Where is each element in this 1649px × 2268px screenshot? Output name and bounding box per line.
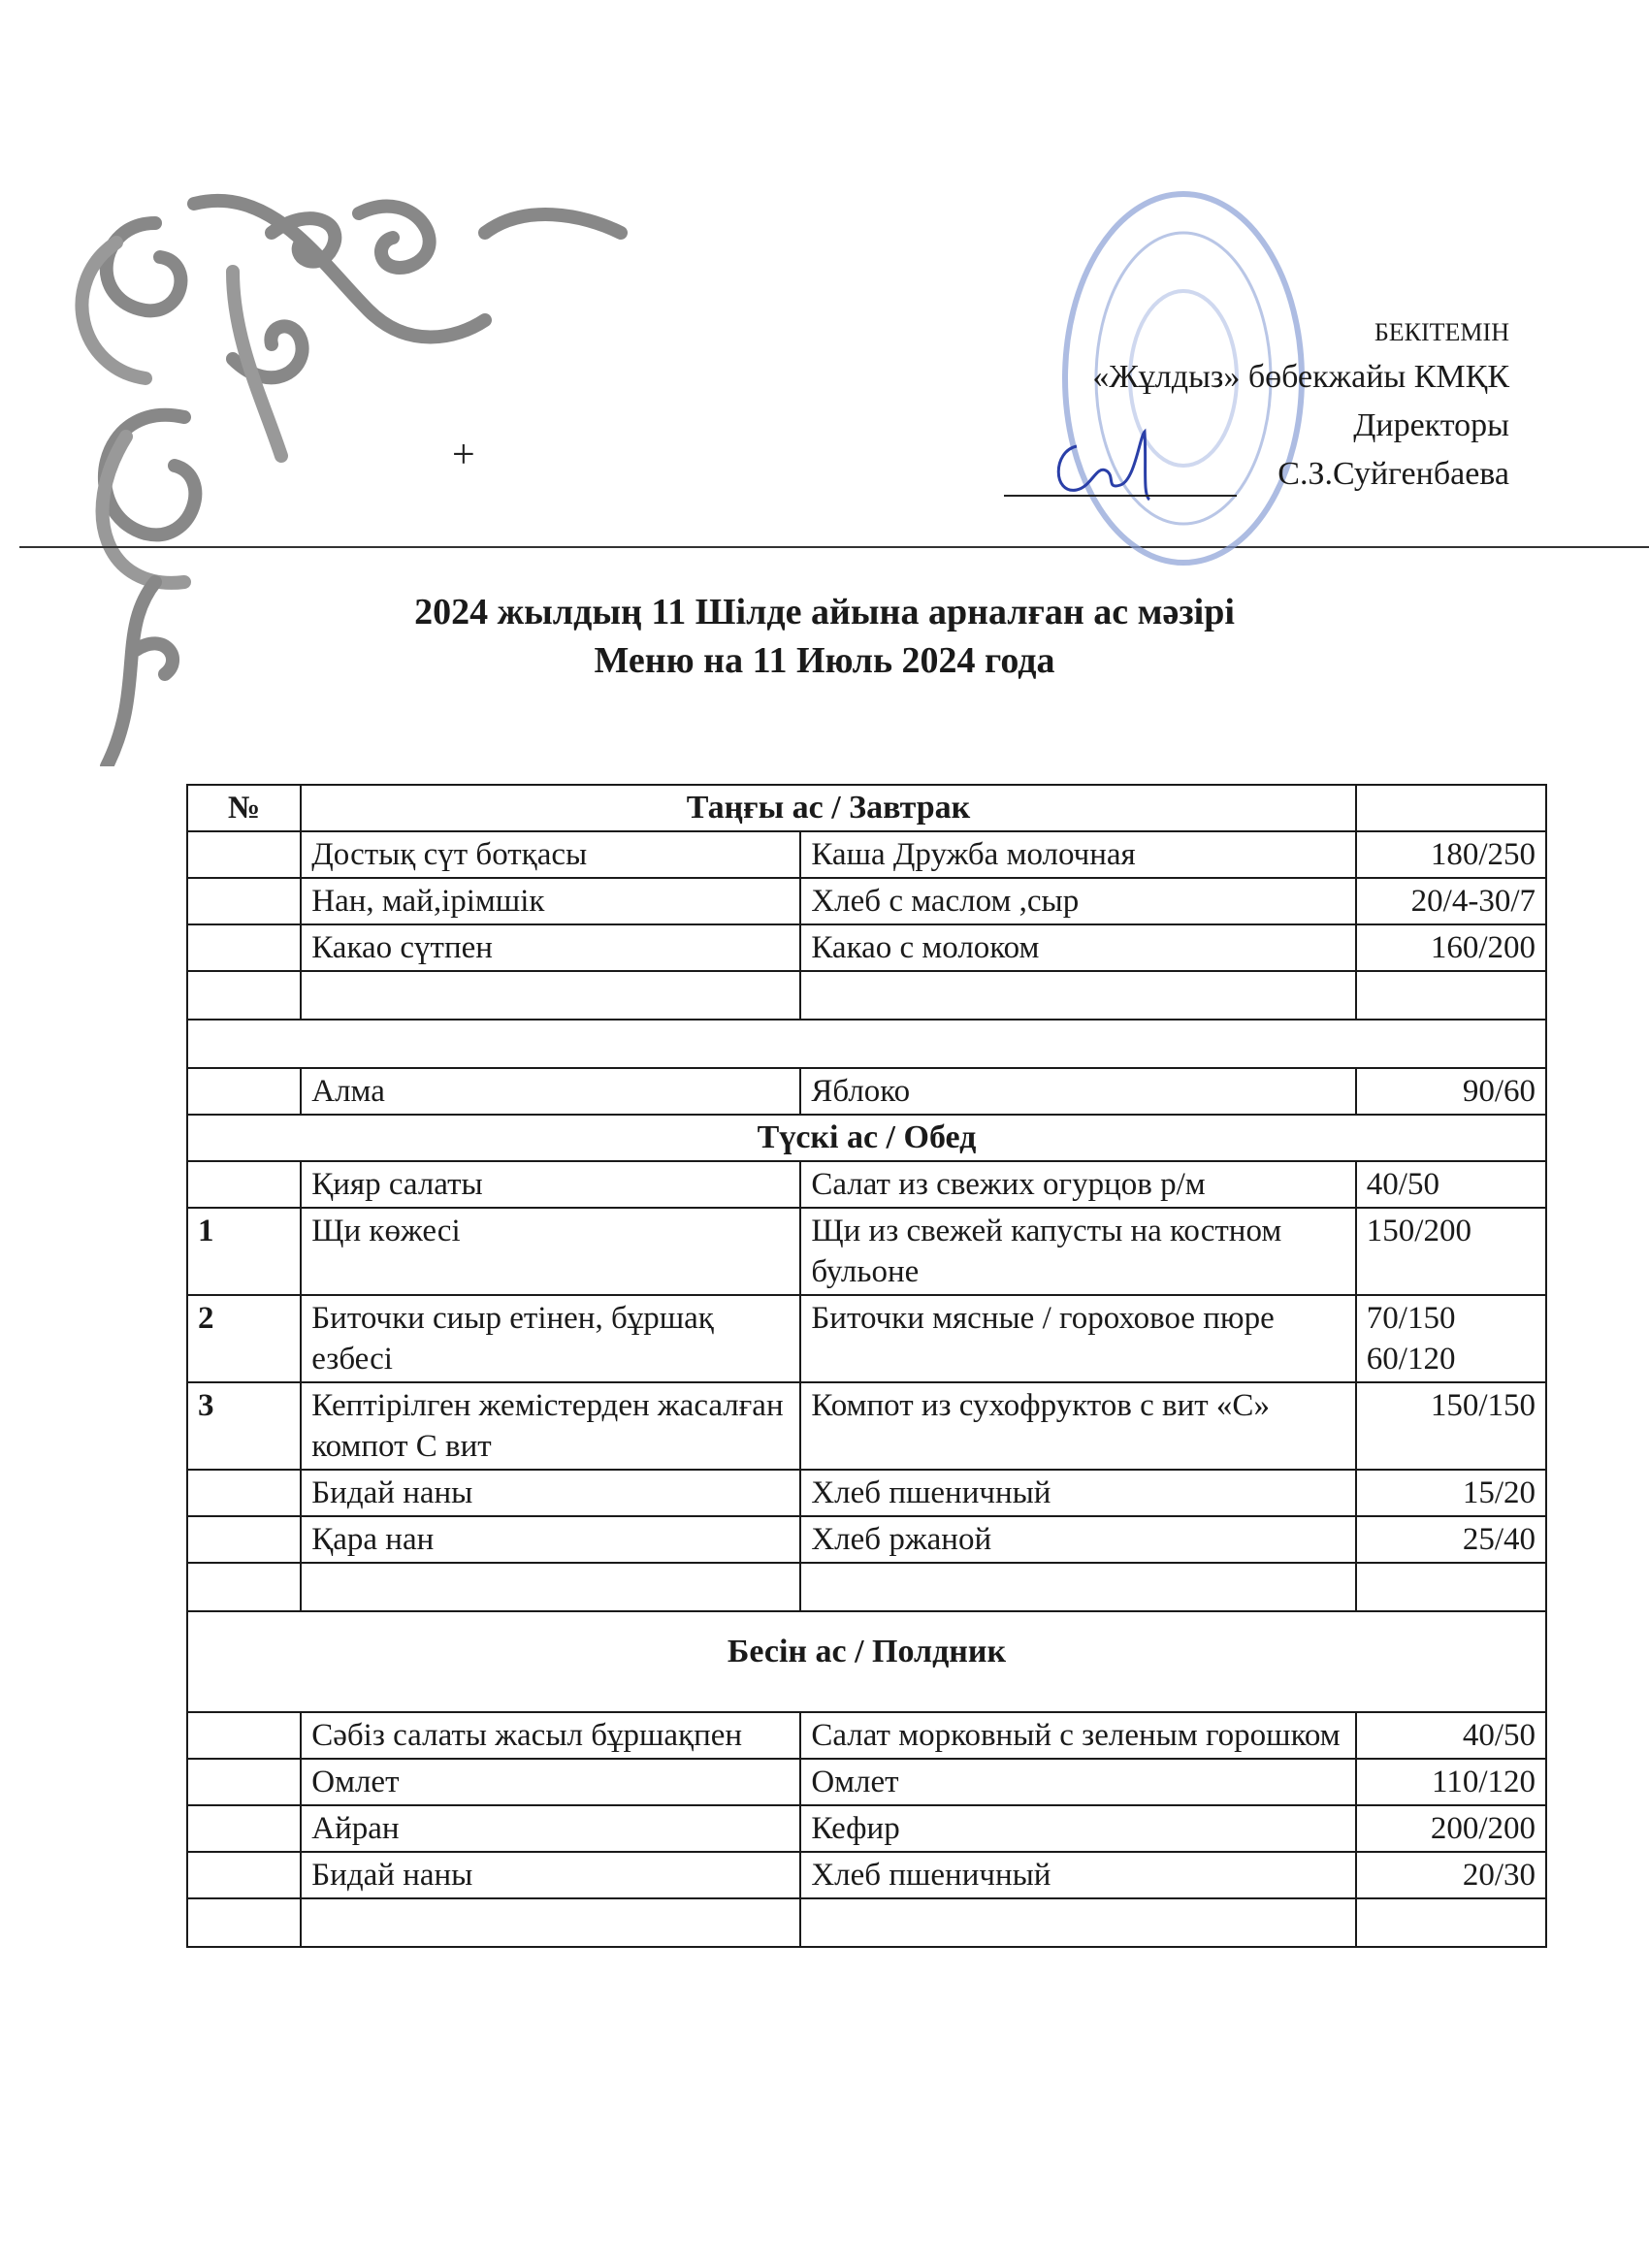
dish-name-ru: Каша Дружба молочная [800, 831, 1355, 878]
portion-size: 110/120 [1356, 1759, 1546, 1805]
section-heading-afternoon-snack: Бесін ас / Полдник [187, 1611, 1546, 1712]
registration-mark-icon: + [452, 433, 475, 477]
empty-row [187, 971, 1546, 1020]
empty-spanning-row [187, 1020, 1546, 1068]
portion-size: 25/40 [1356, 1516, 1546, 1563]
dish-name-kz: Қара нан [301, 1516, 800, 1563]
portion-size: 70/150 60/120 [1356, 1295, 1546, 1382]
number-header: № [187, 785, 301, 831]
approval-director-name: С.З.Суйгенбаева [1277, 456, 1509, 492]
approval-position: Директоры [1353, 407, 1509, 443]
row-number: 2 [187, 1295, 301, 1382]
portion-size: 150/200 [1356, 1208, 1546, 1295]
row-number: 1 [187, 1208, 301, 1295]
section-heading-breakfast: Таңғы ас / Завтрак [301, 785, 1356, 831]
table-row [187, 1161, 1546, 1208]
table-row [187, 1805, 1546, 1852]
approval-organization: «Жұлдыз» бөбекжайы КМҚК [1092, 359, 1509, 395]
portion-size: 90/60 [1356, 1068, 1546, 1115]
signature-line [1004, 495, 1237, 497]
dish-name-ru: Салат из свежих огурцов р/м [800, 1161, 1355, 1208]
table-row [187, 831, 1546, 878]
portion-size: 180/250 [1356, 831, 1546, 878]
table-row [187, 878, 1546, 924]
table-row [187, 924, 1546, 971]
portion-size: 20/30 [1356, 1852, 1546, 1898]
portion-size: 40/50 [1356, 1712, 1546, 1759]
dish-name-ru: Хлеб пшеничный [800, 1852, 1355, 1898]
table-row [187, 1852, 1546, 1898]
dish-name-kz: Айран [301, 1805, 800, 1852]
dish-name-ru: Кефир [800, 1805, 1355, 1852]
portion-size: 160/200 [1356, 924, 1546, 971]
table-row [187, 1068, 1546, 1115]
dish-name-kz: Бидай наны [301, 1852, 800, 1898]
section-row [187, 1611, 1546, 1712]
document-title [0, 588, 1649, 685]
dish-name-ru: Хлеб пшеничный [800, 1470, 1355, 1516]
table-row [187, 1295, 1546, 1382]
signature [1048, 427, 1164, 504]
dish-name-kz: Қияр салаты [301, 1161, 800, 1208]
portion-size: 150/150 [1356, 1382, 1546, 1470]
dish-name-kz: Омлет [301, 1759, 800, 1805]
table-row [187, 1516, 1546, 1563]
table-row [187, 1712, 1546, 1759]
dish-name-ru: Омлет [800, 1759, 1355, 1805]
empty-row [187, 1563, 1546, 1611]
dish-name-kz: Бидай наны [301, 1470, 800, 1516]
dish-name-ru: Биточки мясные / гороховое пюре [800, 1295, 1355, 1382]
dish-name-kz: Кептірілген жемістерден жасалған компот С вит [301, 1382, 800, 1470]
dish-name-ru: Яблоко [800, 1068, 1355, 1115]
portion-size: 15/20 [1356, 1470, 1546, 1516]
dish-name-kz: Нан, май,ірімшік [301, 878, 800, 924]
dish-name-kz: Какао сүтпен [301, 924, 800, 971]
table-row [187, 1382, 1546, 1470]
dish-name-ru: Щи из свежей капусты на костном бульоне [800, 1208, 1355, 1295]
empty-row [187, 1898, 1546, 1947]
section-heading-lunch: Түскі ас / Обед [187, 1115, 1546, 1161]
dish-name-ru: Какао с молоком [800, 924, 1355, 971]
dish-name-kz: Щи көжесі [301, 1208, 800, 1295]
title-russian: Меню на 11 Июль 2024 года [594, 640, 1055, 681]
section-row [187, 1115, 1546, 1161]
menu-table [186, 784, 1547, 1948]
table-row [187, 1759, 1546, 1805]
dish-name-ru: Компот из сухофруктов с вит «С» [800, 1382, 1355, 1470]
portion-size: 40/50 [1356, 1161, 1546, 1208]
table-row [187, 1470, 1546, 1516]
dish-name-kz: Алма [301, 1068, 800, 1115]
table-row [187, 1208, 1546, 1295]
header-rule [19, 546, 1649, 548]
portion-size: 200/200 [1356, 1805, 1546, 1852]
dish-name-ru: Хлеб с маслом ,сыр [800, 878, 1355, 924]
approval-heading: БЕКІТЕМІН [1374, 318, 1509, 346]
table-header-row [187, 785, 1546, 831]
dish-name-kz: Биточки сиыр етінен, бұршақ езбесі [301, 1295, 800, 1382]
row-number: 3 [187, 1382, 301, 1470]
dish-name-ru: Хлеб ржаной [800, 1516, 1355, 1563]
title-kazakh: 2024 жылдың 11 Шілде айына арналған ас мәзірі [414, 592, 1235, 632]
portion-size: 20/4-30/7 [1356, 878, 1546, 924]
dish-name-kz: Сәбіз салаты жасыл бұршақпен [301, 1712, 800, 1759]
dish-name-ru: Салат морковный с зеленым горошком [800, 1712, 1355, 1759]
dish-name-kz: Достық сүт ботқасы [301, 831, 800, 878]
